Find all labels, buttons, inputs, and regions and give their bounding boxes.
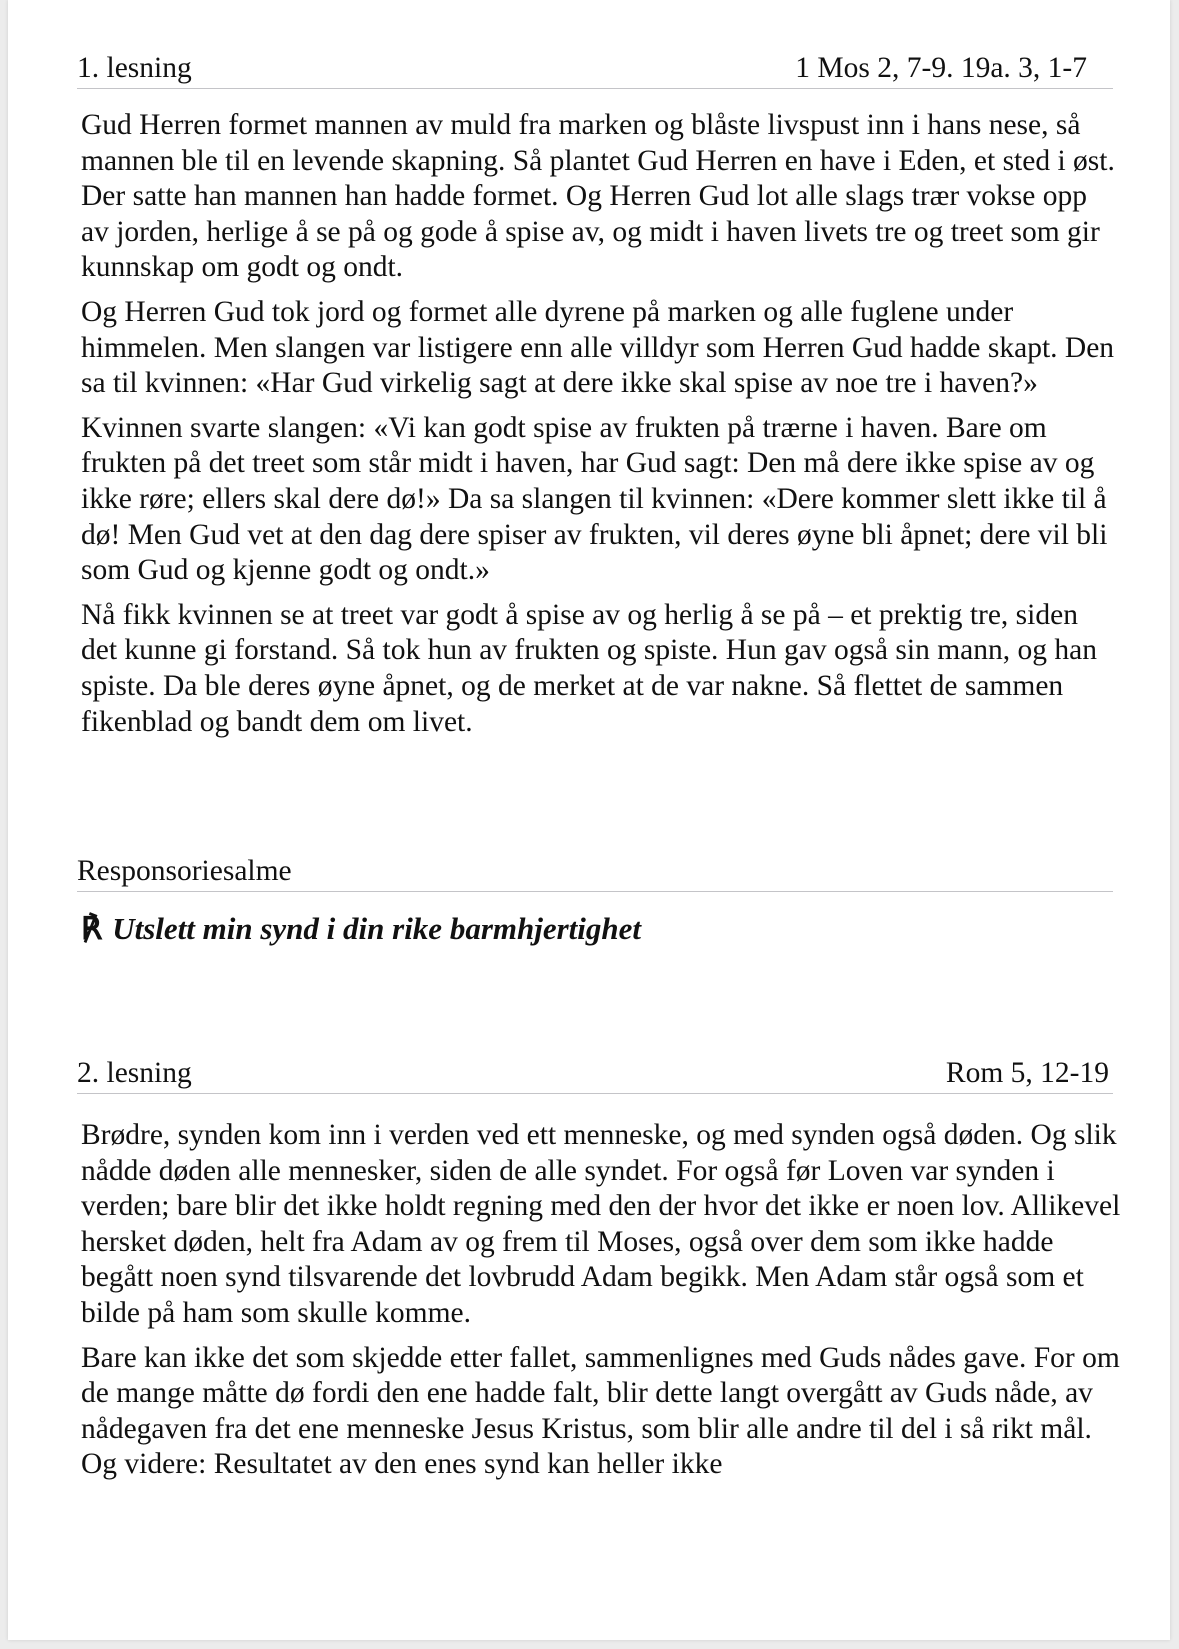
response-symbol-icon: ℟	[81, 911, 103, 947]
reading2-paragraph: Brødre, synden kom inn i verden ved ett menneske, og med synden også døden. Og slik nådde døden alle mennesker, siden de alle syndet. For også før Loven var synden i verden; bare blir det ikke holdt regning med den der hvor det ikke er noen lov. Allikevel hersket døden, helt fra Adam av og frem til Moses, også over dem som ikke hadde begått noen synd tilsvarende det lovbrudd Adam begikk. Men Adam står også som et bilde på ham som skulle komme.	[81, 1119, 1121, 1329]
responsorial-psalm-label: Responsoriesalme	[77, 855, 292, 887]
responsorial-psalm-header	[77, 853, 1113, 892]
reading1-paragraph: Gud Herren formet mannen av muld fra marken og blåste livspust inn i hans nese, så mannen ble til en levende skapning. Så plantet Gud Herren en have i Eden, et sted i øst. Der satte han mannen han hadde formet. Og Herren Gud lot alle slags trær vokse opp av jorden, herlige å se på og gode å spise av, og midt i haven livets tre og treet som gir kunnskap om godt og ondt.	[81, 109, 1115, 284]
reading2-reference: Rom 5, 12-19	[945, 1057, 1109, 1089]
psalm-response	[81, 910, 641, 948]
reading1-paragraph: Og Herren Gud tok jord og formet alle dyrene på marken og alle fuglene under himmelen. Men slangen var listigere enn alle villdyr som Herren Gud hadde skapt. Den sa til kvinnen: «Har Gud virkelig sagt at dere ikke skal spise av noe tre i haven?»	[81, 295, 1115, 400]
reading2-body	[77, 1118, 1127, 1483]
psalm-response-text: Utslett min synd i din rike barmhjertighet	[112, 911, 642, 946]
document-page	[8, 0, 1170, 1640]
reading1-paragraph: Nå fikk kvinnen se at treet var godt å spise av og herlig å se på – et prektig tre, siden det kunne gi forstand. Så tok hun av frukten og spiste. Hun gav også sin mann, og han spiste. Da ble deres øyne åpnet, og de merket at de var nakne. Så flettet de sammen fikenblad og bandt dem om livet.	[81, 598, 1097, 738]
reading2-paragraph: Bare kan ikke det som skjedde etter fallet, sammenlignes med Guds nådes gave. For om de mange måtte dø fordi den ene hadde falt, blir dette langt overgått av Guds nåde, av nådegaven fra det ene menneske Jesus Kristus, som blir alle andre til del i så rikt mål. Og videre: Resultatet av den enes synd kan heller ikke	[81, 1341, 1120, 1481]
reading1-label: 1. lesning	[77, 52, 192, 84]
reading1-reference: 1 Mos 2, 7-9. 19a. 3, 1-7	[795, 52, 1087, 84]
reading1-body	[77, 108, 1117, 740]
reading2-header	[77, 1055, 1113, 1094]
reading1-paragraph: Kvinnen svarte slangen: «Vi kan godt spise av frukten på trærne i haven. Bare om frukten på det treet som står midt i haven, har Gud sagt: Den må dere ikke spise av og ikke røre; ellers skal dere dø!» Da sa slangen til kvinnen: «Dere kommer slett ikke til å dø! Men Gud vet at den dag dere spiser av frukten, vil deres øyne bli åpnet; dere vil bli som Gud og kjenne godt og ondt.»	[81, 411, 1108, 587]
reading1-header	[77, 50, 1113, 89]
reading2-label: 2. lesning	[77, 1057, 192, 1089]
